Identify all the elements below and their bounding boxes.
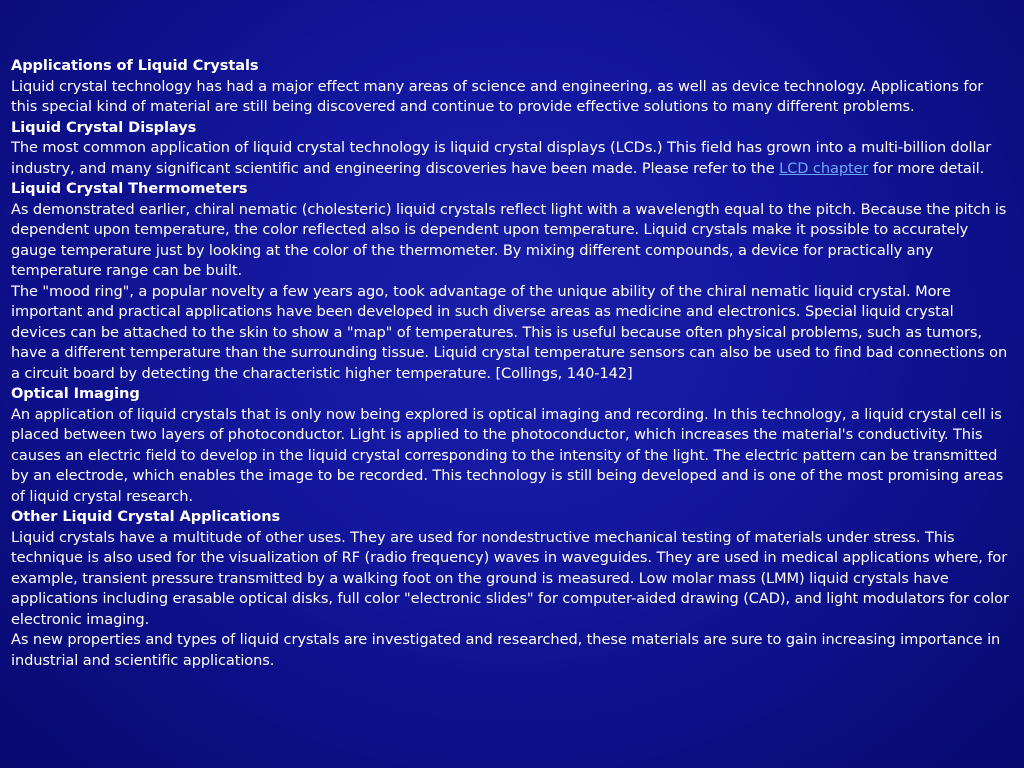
section-heading-displays: Liquid Crystal Displays — [11, 118, 197, 136]
section-heading-optical-imaging: Optical Imaging — [11, 385, 140, 402]
paragraph-optical-imaging: An application of liquid crystals that is only now being explored is optical imaging and recording. In this technology, a liquid crystal cell is placed between two layers of photoconductor. Light is applied to the photoconductor, which increases the material's conductivity. This causes an electric field to develop in the liquid crystal corresponding to the intensity of the light. The electric pattern can be transmitted by an electrode, which enables the image to be recorded. This technology is still being developed and is one of the most promising areas of liquid crystal research. — [11, 405, 1004, 505]
paragraph-displays-tail: for more detail. — [868, 159, 985, 177]
paragraph-displays — [11, 138, 1011, 179]
section-heading-other-applications: Other Liquid Crystal Applications — [11, 508, 281, 525]
paragraph-other-applications-1: Liquid crystals have a multitude of other uses. They are used for nondestructive mechanical testing of materials under stress. This technique is also used for the visualization of RF (radio frequency) waves in waveguides. They are used in medical applications where, for example, transient pressure transmitted by a walking foot on the ground is measured. Low molar mass (LMM) liquid crystals have applications including erasable optical disks, full color "electronic slides" for computer-aided drawing (CAD), and light modulators for color electronic imaging. — [11, 528, 1009, 628]
lcd-chapter-link[interactable]: LCD chapter — [779, 159, 869, 177]
paragraph-displays-text: The most common application of liquid crystal technology is liquid crystal displays (LCDs.) This field has grown into a multi-billion dollar industry, and many significant scientific and engineering discoveries have been made. Please refer to the — [11, 139, 992, 177]
section-heading-applications: Applications of Liquid Crystals — [11, 57, 259, 74]
section-heading-thermometers: Liquid Crystal Thermometers — [11, 180, 248, 197]
document-body — [11, 56, 1011, 671]
paragraph-applications-intro: Liquid crystal technology has had a major effect many areas of science and engineering, as well as device technology. Applications for this special kind of material are still being discovered and continue to provide effective solutions to many different problems. — [11, 77, 984, 115]
paragraph-other-applications-2: As new properties and types of liquid crystals are investigated and researched, these materials are sure to gain increasing importance in industrial and scientific applications. — [11, 631, 1001, 669]
paragraph-thermometers-2: The "mood ring", a popular novelty a few years ago, took advantage of the unique ability of the chiral nematic liquid crystal. More important and practical applications have been developed in such diverse areas as medicine and electronics. Special liquid crystal devices can be attached to the skin to show a "map" of temperatures. This is useful because often physical problems, such as tumors, have a different temperature than the surrounding tissue. Liquid crystal temperature sensors can also be used to find bad connections on a circuit board by detecting the characteristic higher temperature. [Collings, 140-142] — [11, 282, 1008, 382]
paragraph-thermometers-1: As demonstrated earlier, chiral nematic (cholesteric) liquid crystals reflect light with a wavelength equal to the pitch. Because the pitch is dependent upon temperature, the color reflected also is dependent upon temperature. Liquid crystals make it possible to accurately gauge temperature just by looking at the color of the thermometer. By mixing different compounds, a device for practically any temperature range can be built. — [11, 200, 1007, 279]
